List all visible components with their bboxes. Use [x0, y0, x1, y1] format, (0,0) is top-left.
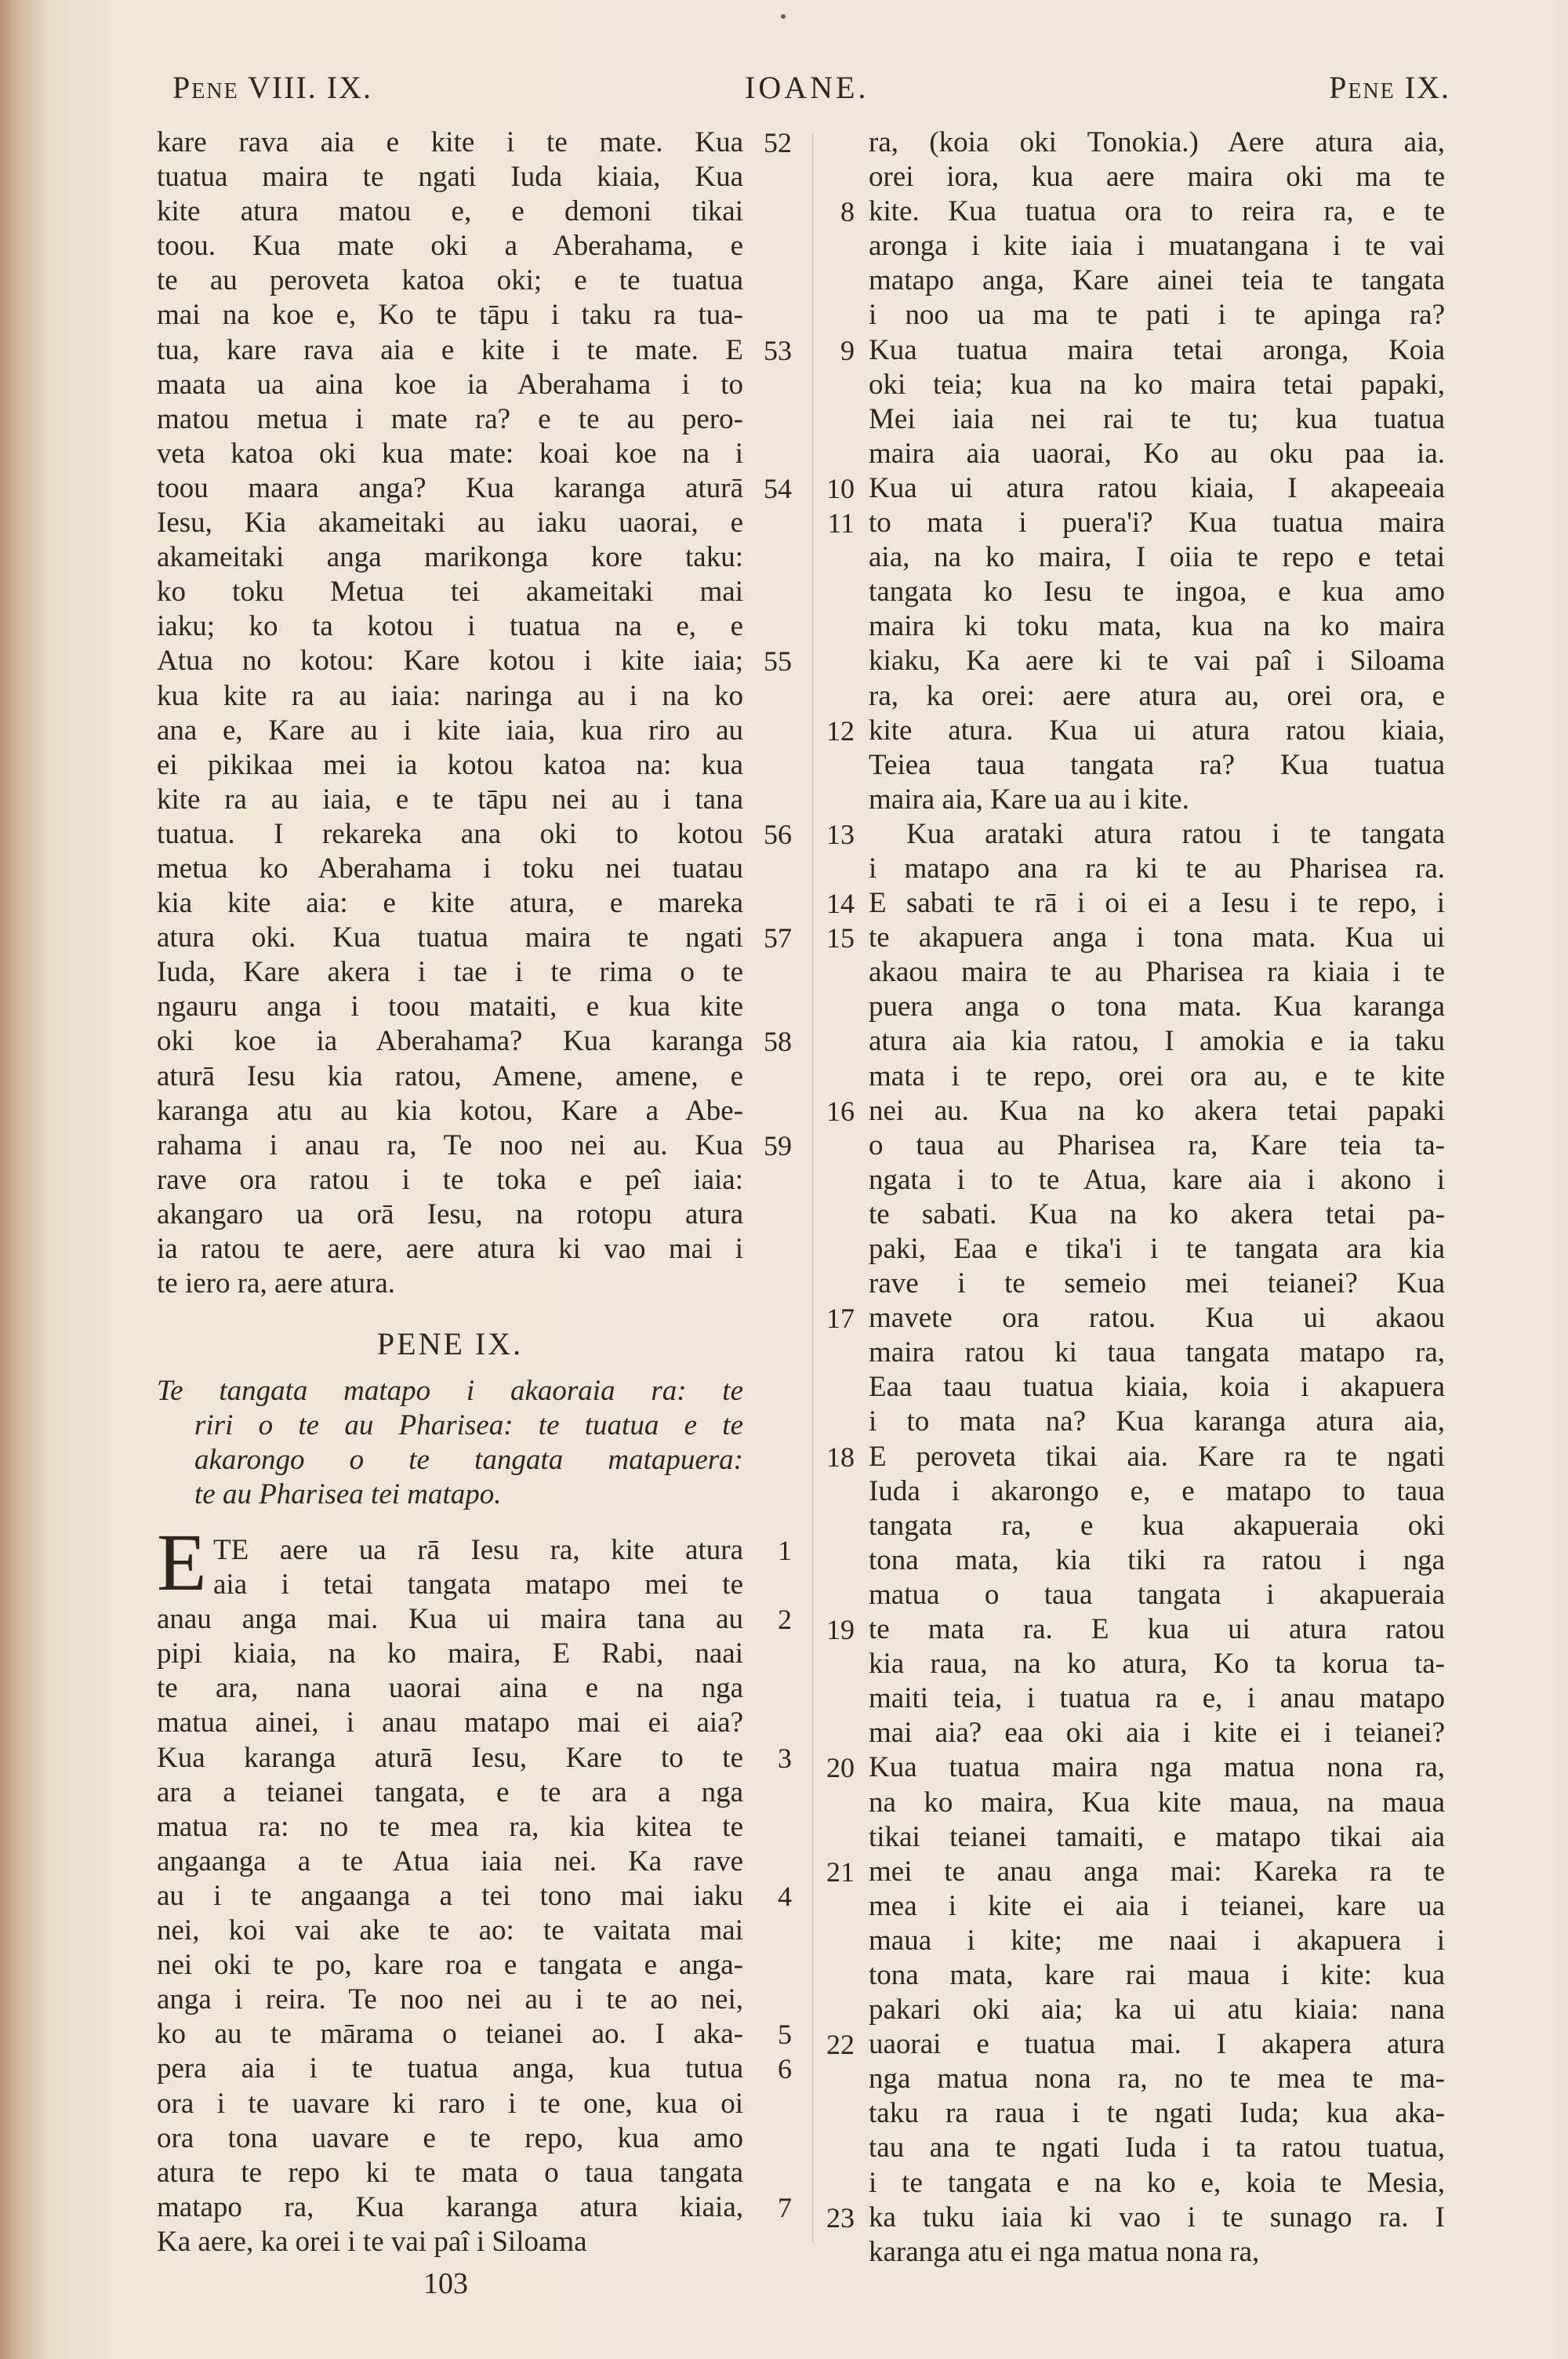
text-line: ora i te uavare ki raro i te one, kua oi: [157, 2087, 743, 2120]
text-line: ora tona uavare e te repo, kua amo: [157, 2121, 743, 2154]
verse-number: [753, 2087, 792, 2121]
verse-number: [808, 609, 855, 644]
text-line: ngata i to te Atua, kare aia i akono i: [869, 1163, 1445, 1196]
verse-number: 14: [826, 888, 855, 920]
verse-number: 59: [764, 1129, 792, 1161]
text-line: akameitaki anga marikonga kore taku:: [157, 541, 743, 574]
verse-number: [808, 1198, 855, 1232]
left-verse-numbers: [753, 125, 792, 1301]
text-line: nei oki te po, kare roa e tangata e anga-: [157, 1949, 743, 1982]
verse-number: 21: [826, 1856, 855, 1888]
verse-number: [753, 1671, 792, 1706]
verse-number: 54: [764, 472, 792, 504]
verse-number: 18: [826, 1441, 855, 1473]
verse-number: [808, 1786, 855, 1820]
text-line: matapo anga, Kare ainei teia te tangata: [869, 264, 1445, 297]
verse-number: [808, 2166, 855, 2201]
left-column-text: [157, 125, 743, 1301]
verse-number: [808, 1405, 855, 1439]
text-line: Iesu, Kia akameitaki au iaku uaorai, e: [157, 507, 743, 540]
verse-number: [808, 298, 855, 333]
verse-number: [808, 540, 855, 575]
verse-number: [808, 125, 855, 160]
verse-number: [808, 1336, 855, 1370]
verse-number: [808, 2131, 855, 2165]
verse-number: [808, 2096, 855, 2131]
verse-number: [753, 1914, 792, 1948]
chapter-summary: [157, 1374, 743, 1512]
text-line: mai na koe e, Ko te tāpu i taku ra tua-: [157, 299, 743, 332]
text-line: kare rava aia e kite i te mate. Kua: [157, 126, 743, 158]
summary-line: Te tangata matapo i akaoraia ra: te: [157, 1375, 743, 1407]
text-line: iaku; ko ta kotou i tuatua na e, e: [157, 610, 743, 643]
verse-number: [753, 1948, 792, 1983]
text-line: karanga atu ei nga matua nona ra,: [869, 2235, 1260, 2268]
verse-number: 15: [826, 922, 855, 954]
verse-number: [753, 575, 792, 609]
verse-number: [808, 748, 855, 783]
text-line: i noo ua ma te pati i te apinga ra?: [869, 299, 1445, 332]
verse-number: [808, 1578, 855, 1612]
text-line: tau ana te ngati Iuda i ta ratou tuatua,: [869, 2132, 1445, 2165]
verse-number: 17: [826, 1303, 855, 1335]
text-line: kiaku, Ka aere ki te vai paî i Siloama: [869, 645, 1445, 678]
text-line: anau anga mai. Kua ui maira tana au: [157, 1603, 743, 1636]
text-line: te au peroveta katoa oki; e te tuatua: [157, 264, 743, 297]
text-line: metua ko Aberahama i toku nei tuatau: [157, 852, 743, 885]
text-line: karanga atu au kia kotou, Kare a Abe-: [157, 1094, 743, 1127]
verse-number: [808, 644, 855, 678]
verse-number: [753, 852, 792, 886]
text-line: rave ora ratou i te toka e peî iaia:: [157, 1163, 743, 1196]
verse-number: 19: [826, 1614, 855, 1646]
text-line: ngauru anga i toou mataiti, e kua kite: [157, 990, 743, 1023]
text-line: maiti teia, i tuatua ra e, i anau matapo: [869, 1682, 1445, 1715]
text-line: ko toku Metua tei akameitaki mai: [157, 576, 743, 609]
header-left: Pene VIII. IX.: [172, 70, 373, 105]
text-line: maata ua aina koe ia Aberahama i to: [157, 368, 743, 401]
text-line: orei iora, kua aere maira oki ma te: [869, 161, 1445, 194]
verse-number: 12: [826, 714, 855, 747]
verse-number: [753, 368, 792, 402]
text-line: matua o taua tangata i akapueraia: [869, 1578, 1445, 1611]
verse-number: [753, 2121, 792, 2156]
text-line: i matapo ana ra ki te au Pharisea ra.: [869, 852, 1445, 885]
verse-number: 52: [764, 127, 792, 158]
verse-number: 6: [778, 2053, 792, 2085]
verse-number: [808, 1958, 855, 1993]
text-line: puera anga o tona mata. Kua karanga: [869, 990, 1445, 1023]
verse-number: [753, 1810, 792, 1845]
verse-number: [808, 783, 855, 817]
left-column-text-bottom: [157, 1533, 743, 2259]
verse-number: [753, 1776, 792, 1810]
text-line: aronga i kite iaia i muatangana i te vai: [869, 230, 1445, 263]
verse-number: [808, 852, 855, 886]
text-line: kite atura matou e, e demoni tikai: [157, 195, 743, 228]
verse-number: 57: [764, 922, 792, 954]
text-line: uaorai e tuatua mai. I akapera atura: [869, 2028, 1445, 2061]
verse-number: [753, 609, 792, 644]
header-center: IOANE.: [745, 70, 869, 105]
verse-number: 58: [764, 1026, 792, 1058]
text-line: tona mata, kare rai maua i kite: kua: [869, 1958, 1445, 1991]
text-line: akaou maira te au Pharisea ra kiaia i te: [869, 956, 1445, 989]
verse-number: 22: [826, 2029, 855, 2061]
text-line: nei, koi vai ake te ao: te vaitata mai: [157, 1914, 743, 1947]
text-line: kia kite aia: e kite atura, e mareka: [157, 887, 743, 920]
verse-number: [808, 1024, 855, 1059]
text-line: akangaro ua orā Iesu, na rotopu atura: [157, 1198, 743, 1230]
text-line: mea i kite ei aia i teianei, kare ua: [869, 1889, 1445, 1922]
text-line: maira ratou ki taua tangata matapo ra,: [869, 1336, 1445, 1369]
text-line: anga i reira. Te noo nei au i te ao nei,: [157, 1983, 743, 2016]
text-line: Kua ui atura ratou kiaia, I akapeeaia: [869, 471, 1445, 504]
text-line: tuatua. I rekareka ana oki to kotou: [157, 817, 743, 850]
page-number: 103: [423, 2267, 468, 2300]
verse-number: [808, 990, 855, 1024]
verse-number: [753, 955, 792, 990]
verse-number: [808, 368, 855, 402]
verse-number: 13: [826, 818, 855, 850]
verse-number: [753, 229, 792, 264]
verse-number: [808, 1474, 855, 1509]
verse-number: [808, 955, 855, 990]
text-line: o taua au Pharisea ra, Kare teia ta-: [869, 1129, 1445, 1161]
text-line: maira aia, Kare ua au i kite.: [869, 783, 1189, 816]
text-line: angaanga a te Atua iaia nei. Ka rave: [157, 1845, 743, 1877]
verse-number: 23: [826, 2201, 855, 2234]
verse-number: 20: [826, 1752, 855, 1784]
verse-number: [753, 437, 792, 471]
text-line: ra, ka orei: aere atura au, orei ora, e: [869, 679, 1445, 712]
verse-number: 2: [778, 1604, 792, 1636]
verse-number: [753, 1637, 792, 1671]
text-line: rave i te semeio mei teianei? Kua: [869, 1267, 1445, 1300]
text-line: te ara, nana uaorai aina e na nga: [157, 1672, 743, 1705]
text-line: kite. Kua tuatua ora to reira ra, e te: [869, 195, 1445, 228]
text-line: nei au. Kua na ko akera tetai papaki: [869, 1094, 1445, 1127]
text-line: maira aia uaorai, Ko au oku paa ia.: [869, 437, 1445, 470]
text-line: ko au te mārama o teianei ao. I aka-: [157, 2018, 743, 2051]
text-line: Teiea taua tangata ra? Kua tuatua: [869, 748, 1445, 781]
verse-number: [808, 1129, 855, 1163]
text-line: taku ra raua i te ngati Iuda; kua aka-: [869, 2097, 1445, 2130]
text-line: aia i tetai tangata matapo mei te: [213, 1568, 743, 1601]
verse-number: 11: [827, 507, 855, 540]
text-line: i te tangata e na ko e, koia te Mesia,: [869, 2166, 1445, 2199]
verse-number: [808, 160, 855, 194]
verse-number: [753, 1267, 792, 1301]
verse-number: [808, 1509, 855, 1543]
text-line: mei te anau anga mai: Kareka ra te: [869, 1855, 1445, 1888]
verse-number: 5: [778, 2019, 792, 2051]
text-line: kite ra au iaia, e te tāpu nei au i tana: [157, 783, 743, 816]
verse-number: [808, 437, 855, 471]
text-line: au i te angaanga a tei tono mai iaku: [157, 1879, 743, 1912]
text-line: kia raua, na ko atura, Ko ta korua ta-: [869, 1648, 1445, 1681]
text-line: tona mata, kia tiki ra ratou i nga: [869, 1543, 1445, 1576]
text-line: oki koe ia Aberahama? Kua karanga: [157, 1025, 743, 1058]
verse-number: [808, 1889, 855, 1924]
verse-number: [753, 1198, 792, 1232]
text-line: Ka aere, ka orei i te vai paî i Siloama: [157, 2225, 587, 2258]
text-line: Iuda i akarongo e, e matapo to taua: [869, 1474, 1445, 1507]
text-line: Iuda, Kare akera i tae i te rima o te: [157, 956, 743, 989]
text-line: aturā Iesu kia ratou, Amene, amene, e: [157, 1060, 743, 1092]
verse-number: [808, 1820, 855, 1855]
verse-number: [808, 264, 855, 298]
text-line: maira ki toku mata, kua na ko maira: [869, 610, 1445, 643]
verse-number: [808, 1543, 855, 1578]
verse-number: 1: [778, 1535, 792, 1566]
verse-number: 3: [778, 1742, 792, 1774]
verse-number: [753, 402, 792, 437]
text-line: tangata ra, e kua akapueraia oki: [869, 1509, 1445, 1542]
text-line: pipi kiaia, na ko maira, E Rabi, naai: [157, 1637, 743, 1670]
right-verse-numbers: [808, 125, 855, 2270]
verse-number: [808, 229, 855, 264]
text-line: ara a teianei tangata, e te ara a nga: [157, 1776, 743, 1808]
text-line: atura aia kia ratou, I amokia e ia taku: [869, 1025, 1445, 1058]
verse-number: 10: [826, 472, 855, 504]
text-line: kua kite ra au iaia: naringa au i na ko: [157, 679, 743, 712]
text-line: tuatua maira te ngati Iuda kiaia, Kua: [157, 161, 743, 194]
verse-number: [753, 1060, 792, 1094]
verse-number: [753, 2156, 792, 2190]
verse-number: [753, 1568, 792, 1602]
text-line: mavete ora ratou. Kua ui akaou: [869, 1302, 1445, 1335]
text-line: TE aere ua rā Iesu ra, kite atura: [213, 1534, 743, 1566]
verse-number: [808, 2062, 855, 2096]
text-line: te akapuera anga i tona mata. Kua ui: [869, 921, 1445, 954]
verse-number: [808, 575, 855, 609]
text-line: matou metua i mate ra? e te au pero-: [157, 402, 743, 435]
verse-number: [808, 1267, 855, 1301]
text-line: to mata i puera'i? Kua tuatua maira: [869, 507, 1445, 540]
text-line: matapo ra, Kua karanga atura kiaia,: [157, 2190, 743, 2223]
text-line: matua ainei, i anau matapo mai ei aia?: [157, 1707, 743, 1739]
verse-number: [808, 1163, 855, 1198]
verse-number: [808, 1370, 855, 1405]
verse-number: 4: [778, 1880, 792, 1912]
text-line: ei pikikaa mei ia kotou katoa na: kua: [157, 748, 743, 781]
verse-number: [753, 1163, 792, 1198]
text-line: te iero ra, aere atura.: [157, 1267, 396, 1300]
verse-number: 8: [840, 196, 855, 228]
text-line: Kua tuatua maira nga matua nona ra,: [869, 1751, 1445, 1784]
drop-cap: E: [157, 1518, 207, 1608]
verse-number: [753, 1983, 792, 2017]
text-line: i to mata na? Kua karanga atura aia,: [869, 1405, 1445, 1438]
verse-number: [808, 402, 855, 437]
right-column-text: [869, 125, 1445, 2270]
text-line: pera aia i te tuatua anga, kua tutua: [157, 2052, 743, 2085]
text-line: Kua tuatua maira tetai aronga, Koia: [869, 333, 1445, 366]
verse-number: 9: [840, 334, 855, 366]
verse-number: [753, 1706, 792, 1740]
running-header: [172, 69, 1450, 116]
text-line: oki teia; kua na ko maira tetai papaki,: [869, 368, 1445, 401]
verse-number: [753, 1845, 792, 1879]
text-line: maua i kite; me naai i akapuera i: [869, 1924, 1445, 1957]
verse-number: [753, 2225, 792, 2259]
verse-number: [808, 1647, 855, 1681]
verse-number: [808, 1993, 855, 2027]
text-line: te sabati. Kua na ko akera tetai pa-: [869, 1198, 1445, 1230]
header-right: Pene IX.: [1329, 70, 1450, 105]
text-line: Atua no kotou: Kare kotou i kite iaia;: [157, 645, 743, 678]
verse-number: [753, 714, 792, 748]
chapter-heading: PENE IX.: [376, 1326, 524, 1361]
text-line: atura te repo ki te mata o taua tangata: [157, 2156, 743, 2189]
verse-number: [753, 886, 792, 921]
summary-line: akarongo o te tangata matapuera:: [194, 1444, 743, 1476]
text-line: veta katoa oki kua mate: koai koe na i: [157, 437, 743, 470]
text-line: Kua arataki atura ratou i te tangata: [906, 817, 1445, 850]
text-line: Eaa taau tuatua kiaia, koia i akapuera: [869, 1371, 1445, 1404]
verse-number: [808, 1681, 855, 1716]
verse-number: [753, 264, 792, 298]
verse-number: 7: [778, 2191, 792, 2223]
text-line: pakari oki aia; ka ui atu kiaia: nana: [869, 1994, 1445, 2026]
text-line: na ko maira, Kua kite maua, na maua: [869, 1786, 1445, 1819]
text-line: paki, Eaa e tika'i i te tangata ara kia: [869, 1233, 1445, 1265]
verse-number: [753, 783, 792, 817]
text-line: ana e, Kare au i kite iaia, kua riro au: [157, 714, 743, 747]
text-line: mai aia? eaa oki aia i kite ei i teianei?: [869, 1717, 1445, 1750]
verse-number: [753, 160, 792, 194]
verse-number: [753, 679, 792, 714]
text-line: toou. Kua mate oki a Aberahama, e: [157, 230, 743, 263]
text-line: rahama i anau ra, Te noo nei au. Kua: [157, 1129, 743, 1161]
text-line: kite atura. Kua ui atura ratou kiaia,: [869, 714, 1445, 747]
text-line: aia, na ko maira, I oiia te repo e tetai: [869, 541, 1445, 574]
verse-number: [753, 506, 792, 540]
verse-number: 56: [764, 818, 792, 850]
verse-number: [808, 1716, 855, 1750]
verse-number: [808, 1232, 855, 1267]
verse-number: [808, 679, 855, 714]
verse-number: [808, 2235, 855, 2270]
verse-number: 53: [764, 334, 792, 366]
text-line: atura oki. Kua tuatua maira te ngati: [157, 921, 743, 954]
text-line: nga matua nona ra, no te mea te ma-: [869, 2063, 1445, 2095]
verse-number: [753, 194, 792, 229]
page-mark: [781, 14, 786, 19]
verse-number: [753, 1094, 792, 1129]
text-line: mata i te repo, orei ora au, e te kite: [869, 1060, 1445, 1092]
summary-line: te au Pharisea tei matapo.: [194, 1478, 502, 1510]
verse-number: [808, 1924, 855, 1958]
text-line: matua ra: no te mea ra, kia kitea te: [157, 1810, 743, 1843]
text-line: te mata ra. E kua ui atura ratou: [869, 1613, 1445, 1646]
text-line: E peroveta tikai aia. Kare ra te ngati: [869, 1440, 1445, 1473]
text-line: ka tuku iaia ki vao i te sunago ra. I: [869, 2201, 1445, 2234]
text-line: tangata ko Iesu te ingoa, e kua amo: [869, 576, 1445, 609]
text-line: Mei iaia nei rai te tu; kua tuatua: [869, 402, 1445, 435]
verse-number: [753, 540, 792, 575]
verse-number: [808, 1060, 855, 1094]
summary-line: riri o te au Pharisea: te tuatua e te: [194, 1409, 743, 1441]
verse-number: [753, 990, 792, 1024]
verse-number: [753, 298, 792, 333]
verse-number: 16: [826, 1095, 855, 1127]
text-line: Kua karanga aturā Iesu, Kare to te: [157, 1741, 743, 1774]
left-verse-numbers-bottom: [753, 1533, 792, 2259]
text-line: E sabati te rā i oi ei a Iesu i te repo, i: [869, 887, 1445, 920]
verse-number: [753, 1232, 792, 1267]
text-line: tua, kare rava aia e kite i te mate. E: [157, 333, 743, 366]
verse-number: [753, 748, 792, 783]
text-line: ra, (koia oki Tonokia.) Aere atura aia,: [869, 126, 1445, 158]
text-line: ia ratou te aere, aere atura ki vao mai i: [157, 1233, 743, 1265]
text-line: toou maara anga? Kua karanga aturā: [157, 471, 743, 504]
text-line: tikai teianei tamaiti, e matapo tikai aia: [869, 1820, 1445, 1853]
verse-number: 55: [764, 645, 792, 678]
